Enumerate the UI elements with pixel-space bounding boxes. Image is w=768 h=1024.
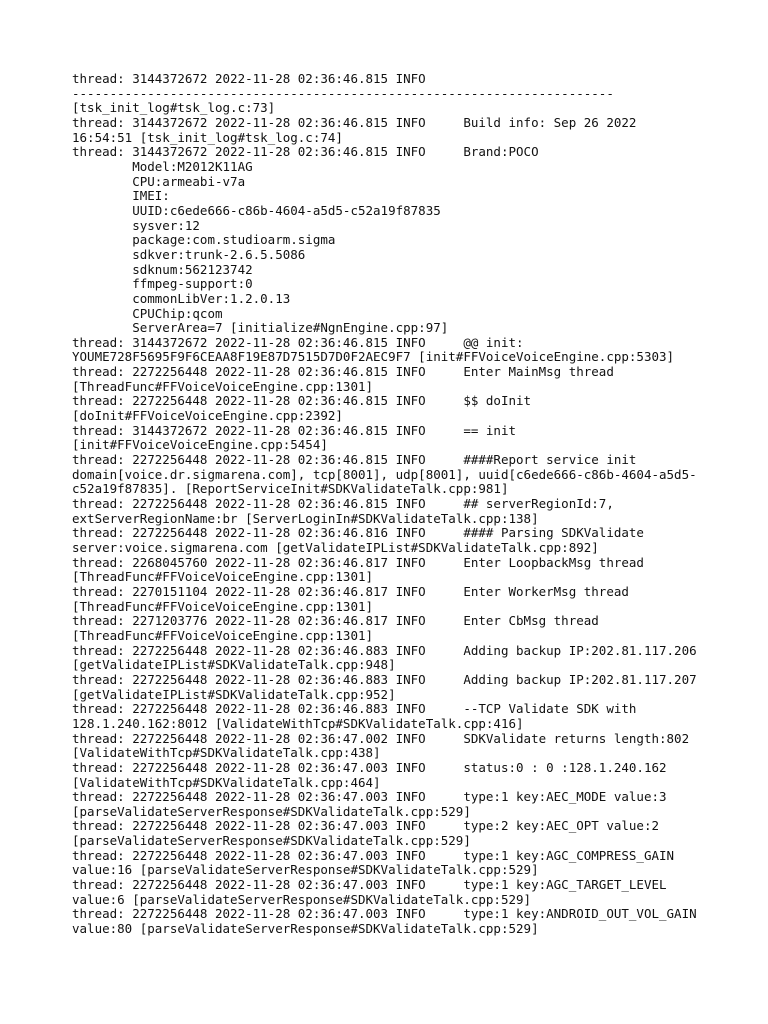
log-line: thread: 2272256448 2022-11-28 02:36:46.883 INFO --TCP Validate SDK with: [72, 701, 637, 717]
log-line: thread: 2272256448 2022-11-28 02:36:47.003 INFO type:1 key:AGC_COMPRESS_GAIN: [72, 847, 675, 863]
log-line: value:16 [parseValidateServerResponse#SDKValidateTalk.cpp:529]: [72, 862, 539, 878]
log-line: [parseValidateServerResponse#SDKValidateTalk.cpp:529]: [72, 833, 471, 849]
log-line: [ThreadFunc#FFVoiceVoiceEngine.cpp:1301]: [72, 627, 374, 643]
log-line: value:6 [parseValidateServerResponse#SDKValidateTalk.cpp:529]: [72, 891, 532, 907]
log-line: thread: 2270151104 2022-11-28 02:36:46.817 INFO Enter WorkerMsg thread: [72, 583, 629, 599]
log-line: [doInit#FFVoiceVoiceEngine.cpp:2392]: [72, 408, 343, 424]
log-line: [ValidateWithTcp#SDKValidateTalk.cpp:438]: [72, 745, 381, 761]
log-line: thread: 2272256448 2022-11-28 02:36:47.003 INFO type:1 key:AEC_MODE value:3: [72, 789, 667, 805]
log-line: CPUChip:qcom: [72, 305, 223, 321]
log-line: sysver:12: [72, 217, 200, 233]
log-document: [72, 72, 712, 937]
log-line: IMEI:: [72, 188, 170, 204]
log-line: ServerArea=7 [initialize#NgnEngine.cpp:97]: [72, 320, 449, 336]
log-line: [ThreadFunc#FFVoiceVoiceEngine.cpp:1301]: [72, 378, 374, 394]
log-line: thread: 3144372672 2022-11-28 02:36:46.815 INFO == init: [72, 422, 517, 438]
log-line: thread: 3144372672 2022-11-28 02:36:46.815 INFO Build info: Sep 26 2022: [72, 114, 637, 130]
log-line: thread: 2272256448 2022-11-28 02:36:47.002 INFO SDKValidate returns length:802: [72, 730, 690, 746]
log-line: UUID:c6ede666-c86b-4604-a5d5-c52a19f87835: [72, 202, 441, 218]
log-line: YOUME728F5695F9F6CEAA8F19E87D7515D7D0F2AEC9F7 [init#FFVoiceVoiceEngine.cpp:5303]: [72, 349, 675, 365]
log-line: thread: 2272256448 2022-11-28 02:36:47.003 INFO status:0 : 0 :128.1.240.162: [72, 759, 667, 775]
log-line: thread: 2272256448 2022-11-28 02:36:46.883 INFO Adding backup IP:202.81.117.207: [72, 671, 697, 687]
log-line: thread: 2271203776 2022-11-28 02:36:46.817 INFO Enter CbMsg thread: [72, 613, 599, 629]
log-line: commonLibVer:1.2.0.13: [72, 290, 291, 306]
log-line: domain[voice.dr.sigmarena.com], tcp[8001], udp[8001], uuid[c6ede666-c86b-4604-a5d5-: [72, 466, 697, 482]
log-line: thread: 3144372672 2022-11-28 02:36:46.815 INFO @@ init:: [72, 334, 524, 350]
log-line: thread: 2272256448 2022-11-28 02:36:46.883 INFO Adding backup IP:202.81.117.206: [72, 642, 697, 658]
log-line: thread: 2272256448 2022-11-28 02:36:47.003 INFO type:1 key:AGC_TARGET_LEVEL: [72, 877, 667, 893]
log-line: value:80 [parseValidateServerResponse#SDKValidateTalk.cpp:529]: [72, 921, 539, 937]
log-line: sdkver:trunk-2.6.5.5086: [72, 246, 306, 262]
log-line: ------------------------------------------------------------------------: [72, 85, 614, 101]
log-line: thread: 2272256448 2022-11-28 02:36:46.816 INFO #### Parsing SDKValidate: [72, 525, 644, 541]
log-line: thread: 2272256448 2022-11-28 02:36:47.003 INFO type:1 key:ANDROID_OUT_VOL_GAIN: [72, 906, 697, 922]
log-line: thread: 2268045760 2022-11-28 02:36:46.817 INFO Enter LoopbackMsg thread: [72, 554, 644, 570]
log-line: thread: 2272256448 2022-11-28 02:36:46.815 INFO $$ doInit: [72, 393, 532, 409]
log-line: c52a19f87835]. [ReportServiceInit#SDKValidateTalk.cpp:981]: [72, 481, 509, 497]
log-line: Model:M2012K11AG: [72, 158, 253, 174]
log-line: [ThreadFunc#FFVoiceVoiceEngine.cpp:1301]: [72, 598, 374, 614]
log-line: thread: 2272256448 2022-11-28 02:36:46.815 INFO ####Report service init: [72, 452, 637, 468]
log-line: [parseValidateServerResponse#SDKValidateTalk.cpp:529]: [72, 803, 471, 819]
log-line: sdknum:562123742: [72, 261, 253, 277]
log-line: [init#FFVoiceVoiceEngine.cpp:5454]: [72, 437, 328, 453]
log-line: 16:54:51 [tsk_init_log#tsk_log.c:74]: [72, 129, 343, 145]
log-line: [tsk_init_log#tsk_log.c:73]: [72, 100, 276, 116]
log-line: CPU:armeabi-v7a: [72, 173, 246, 189]
log-line: [getValidateIPList#SDKValidateTalk.cpp:952]: [72, 686, 396, 702]
log-line: extServerRegionName:br [ServerLoginIn#SDKValidateTalk.cpp:138]: [72, 510, 539, 526]
log-line: thread: 3144372672 2022-11-28 02:36:46.815 INFO: [72, 71, 426, 86]
log-line: 128.1.240.162:8012 [ValidateWithTcp#SDKValidateTalk.cpp:416]: [72, 715, 524, 731]
log-line: ffmpeg-support:0: [72, 276, 253, 292]
log-line: [ValidateWithTcp#SDKValidateTalk.cpp:464]: [72, 774, 381, 790]
log-line: server:voice.sigmarena.com [getValidateIPList#SDKValidateTalk.cpp:892]: [72, 540, 599, 555]
log-line: package:com.studioarm.sigma: [72, 232, 336, 248]
log-line: [getValidateIPList#SDKValidateTalk.cpp:948]: [72, 657, 396, 673]
log-line: thread: 3144372672 2022-11-28 02:36:46.815 INFO Brand:POCO: [72, 144, 539, 160]
log-line: [ThreadFunc#FFVoiceVoiceEngine.cpp:1301]: [72, 569, 374, 585]
log-line: thread: 2272256448 2022-11-28 02:36:47.003 INFO type:2 key:AEC_OPT value:2: [72, 818, 659, 834]
log-line: thread: 2272256448 2022-11-28 02:36:46.815 INFO Enter MainMsg thread: [72, 364, 614, 380]
log-line: thread: 2272256448 2022-11-28 02:36:46.815 INFO ## serverRegionId:7,: [72, 496, 614, 512]
